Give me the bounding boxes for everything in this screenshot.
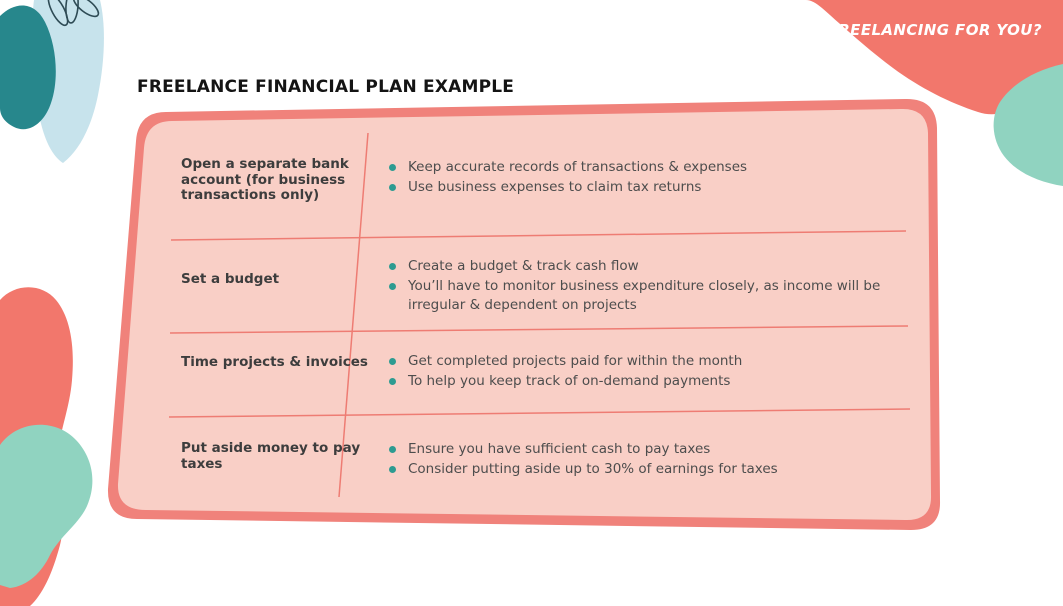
bullet-icon	[389, 466, 396, 473]
bullet-text: Create a budget & track cash flow	[408, 258, 639, 274]
row-header-taxes: Put aside money to pay taxes	[181, 440, 361, 472]
row-bullets-taxes	[389, 440, 881, 479]
bullet-icon	[389, 263, 396, 270]
bullet-text: Ensure you have sufficient cash to pay taxes	[408, 441, 711, 457]
list-item	[389, 178, 881, 198]
row-header-time-projects: Time projects & invoices	[181, 354, 368, 370]
row-bullets-budget	[389, 257, 881, 316]
list-item	[389, 158, 881, 178]
row-bullets-bank-account	[389, 158, 881, 197]
bullet-icon	[389, 446, 396, 453]
bullet-text: To help you keep track of on-demand payments	[408, 372, 731, 389]
row-header-budget: Set a budget	[181, 271, 280, 287]
row-bullets-time-projects	[389, 352, 881, 391]
bullet-icon	[389, 164, 396, 171]
bullet-icon	[389, 184, 396, 191]
bullet-icon	[389, 358, 396, 365]
list-item	[389, 352, 881, 372]
bullet-icon	[389, 283, 396, 290]
bullet-text: You’ll have to monitor business expenditure closely, as income will be irregular & dependent on projects	[408, 277, 881, 313]
list-item	[389, 277, 881, 316]
list-item	[389, 257, 881, 277]
page-title: FREELANCE FINANCIAL PLAN EXAMPLE	[137, 77, 515, 97]
bullet-text: Get completed projects paid for within the month	[408, 353, 743, 369]
row-header-bank-account: Open a separate bank account (for business transactions only)	[181, 156, 349, 203]
bullet-text: Use business expenses to claim tax returns	[408, 178, 702, 195]
list-item	[389, 372, 881, 392]
list-item	[389, 440, 881, 460]
list-item	[389, 460, 881, 480]
bullet-icon	[389, 378, 396, 385]
bullet-text: Keep accurate records of transactions & expenses	[408, 159, 748, 175]
bullet-text: Consider putting aside up to 30% of earnings for taxes	[408, 460, 778, 477]
slide-tagline: IS FREELANCING FOR YOU?	[804, 21, 1042, 39]
